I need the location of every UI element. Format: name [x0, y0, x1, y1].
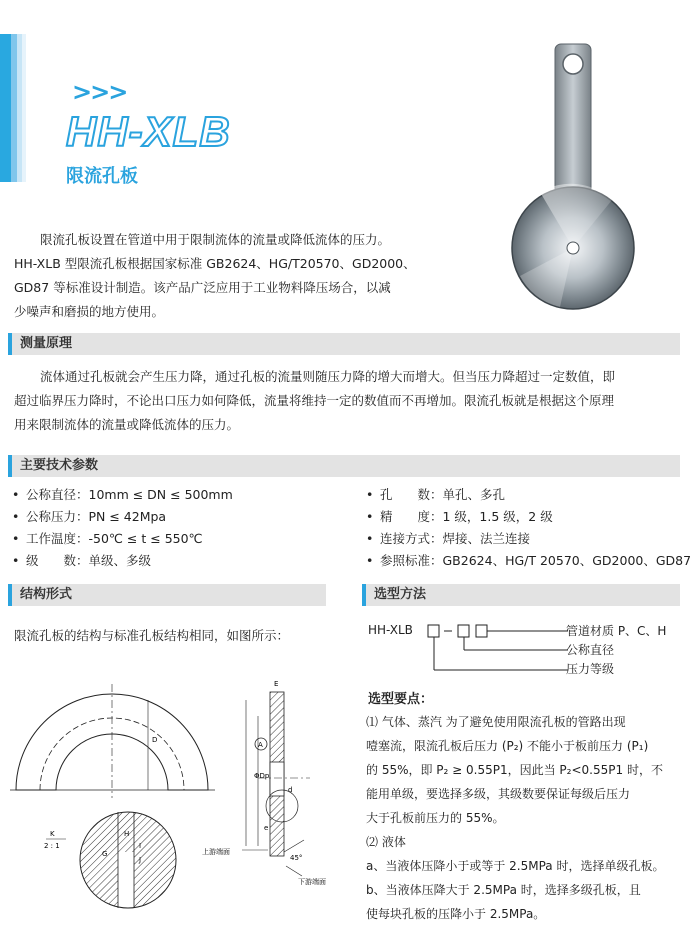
section-header-selection: [362, 584, 680, 606]
point-line: ⑵ 液体: [366, 835, 406, 849]
intro-line: 少噪声和磨损的地方使用。: [14, 304, 165, 319]
section-title: 测量原理: [20, 336, 73, 351]
face-label: 上游端面: [202, 848, 230, 856]
dim-label: 45°: [290, 854, 303, 862]
selection-legend: [566, 622, 666, 679]
detail-label: G: [102, 850, 108, 858]
dim-label: d: [288, 786, 293, 794]
structure-drawing: [10, 670, 340, 920]
principle-line: 流体通过孔板就会产生压力降，通过孔板的流量则随压力降的增大而增大。但当压力降超过一定数值，即: [40, 369, 616, 384]
selection-points-title: 选型要点：: [368, 692, 434, 707]
principle-text: [14, 365, 680, 437]
intro-text: [14, 228, 434, 324]
intro-line: HH-XLB 型限流孔板根据国家标准 GB2624、HG/T20570、GD2000、: [14, 256, 416, 271]
legend-item: 管道材质 P、C、H: [566, 624, 667, 638]
orifice-plate-photo: [500, 40, 660, 330]
intro-line: 限流孔板设置在管道中用于限制流体的流量或降低流体的压力。: [40, 232, 391, 247]
section-title: 主要技术参数: [20, 458, 99, 473]
detail-scale: 2 : 1: [44, 842, 60, 850]
principle-line: 用来限制流体的流量或降低流体的压力。: [14, 417, 240, 432]
selection-code-diagram: [418, 622, 568, 680]
section-title: 结构形式: [20, 587, 73, 602]
decor-bar: [0, 34, 11, 182]
point-line: a、当液体压降小于或等于 2.5MPa 时，选择单级孔板。: [366, 859, 665, 873]
dim-label: D: [152, 736, 158, 744]
dim-label: E: [274, 680, 279, 688]
detail-label: H: [124, 830, 130, 838]
list-item: • 级 数：单级、多级: [12, 550, 352, 572]
section-title: 选型方法: [374, 587, 427, 602]
point-line: b、当液体压降大于 2.5MPa 时，选择多级孔板，且: [366, 883, 641, 897]
product-name: 限流孔板: [66, 166, 138, 187]
dim-label: A: [258, 741, 263, 749]
selection-code: HH-XLB: [368, 623, 413, 637]
intro-line: GD87 等标准设计制造。该产品广泛应用于工业物料降压场合，以减: [14, 280, 391, 295]
point-line: ⑴ 气体、蒸汽 为了避免使用限流孔板的管路出现: [366, 715, 626, 729]
structure-text: 限流孔板的结构与标准孔板结构相同，如图所示：: [14, 628, 290, 643]
list-item: • 工作温度：-50℃ ≤ t ≤ 550℃: [12, 528, 352, 550]
point-line: 使每块孔板的压降小于 2.5MPa。: [366, 907, 546, 921]
face-label: 下游端面: [298, 878, 326, 886]
selection-points: [366, 710, 686, 926]
list-item: • 孔 数：单孔、多孔: [366, 484, 686, 506]
list-item: • 公称压力：PN ≤ 42Mpa: [12, 506, 352, 528]
model-code: HH-XLB: [66, 108, 231, 155]
point-line: 大于孔板前压力的 55%。: [366, 811, 505, 825]
section-header-params: [8, 455, 680, 477]
decor-bar: [22, 34, 26, 182]
params-right-list: [366, 484, 691, 572]
principle-line: 超过临界压力降时，不论出口压力如何降低，流量将维持一定的数值而不再增加。限流孔板就是根据这个原理: [14, 393, 615, 408]
section-header-structure: [8, 584, 326, 606]
list-item: • 连接方式：焊接、法兰连接: [366, 528, 686, 550]
list-item: • 精 度：1 级，1.5 级，2 级: [366, 506, 686, 528]
dim-label: ΦDp: [254, 772, 270, 780]
point-line: 的 55%，即 P₂ ≥ 0.55P1，因此当 P₂<0.55P1 时，不: [366, 763, 663, 777]
point-line: 噎塞流，限流孔板后压力 (P₂) 不能小于板前压力 (P₁): [366, 739, 649, 753]
section-header-principle: [8, 333, 680, 355]
dim-label: e: [264, 824, 269, 832]
params-left-list: [12, 484, 352, 572]
detail-label: J: [139, 856, 142, 864]
list-item: • 公称直径：10mm ≤ DN ≤ 500mm: [12, 484, 352, 506]
legend-item: 压力等级: [566, 662, 615, 676]
legend-item: 公称直径: [566, 643, 615, 657]
chevrons-icon: >>>: [72, 78, 127, 106]
point-line: 能用单级，要选择多级，其级数要保证每级后压力: [366, 787, 631, 801]
detail-label: K: [50, 830, 55, 838]
detail-label: I: [139, 842, 142, 850]
list-item: • 参照标准：GB2624、HG/T 20570、GD2000、GD87: [366, 550, 686, 572]
